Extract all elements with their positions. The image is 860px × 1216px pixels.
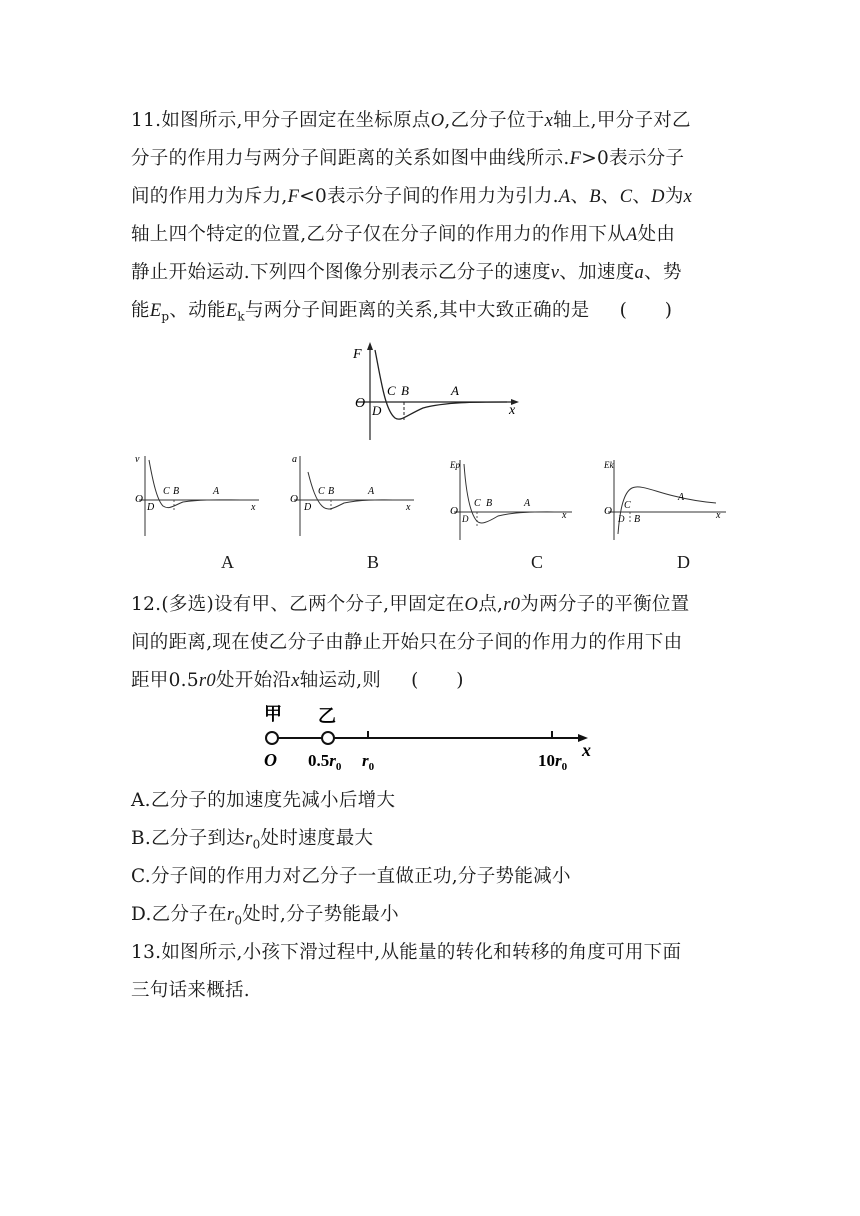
option-c-d: D xyxy=(462,514,469,524)
axis-xlabel: x xyxy=(582,740,591,760)
option-b-graph xyxy=(288,452,418,538)
option-b-ylabel: a xyxy=(292,454,297,465)
option-c-caption[interactable]: C xyxy=(531,552,544,572)
option-a-graph xyxy=(133,452,263,538)
q11-line-5: 静止开始运动.下列四个图像分别表示乙分子的速度v、加速度a、势 xyxy=(131,262,682,283)
q11-line-1: 11.如图所示,甲分子固定在坐标原点O,乙分子位于x轴上,甲分子对乙 xyxy=(131,110,691,131)
option-a-origin: O xyxy=(135,493,143,505)
q12-choice-b[interactable]: B.乙分子到达$r_0$处时速度最大 xyxy=(131,828,374,852)
graph-ylabel: F xyxy=(353,347,362,362)
q12-choice-c[interactable]: C.分子间的作用力对乙分子一直做正功,分子势能减小 xyxy=(131,866,571,887)
q11-line-6: 能$E_p$、动能$E_k$与两分子间距离的关系,其中大致正确的是 ( ) xyxy=(131,300,673,324)
option-c-ylabel: Ep xyxy=(450,460,460,470)
tick-10r0: $10r_0$ xyxy=(538,751,568,773)
option-b-d: D xyxy=(304,502,312,513)
label-yi: 乙 xyxy=(318,706,336,726)
q13-line-1: 13.如图所示,小孩下滑过程中,从能量的转化和转移的角度可用下面 xyxy=(131,942,682,963)
option-c-origin: O xyxy=(450,505,458,517)
distance-axis-figure xyxy=(258,700,598,778)
option-c-c: C xyxy=(474,498,481,509)
q11-line-2: 分子的作用力与两分子间距离的关系如图中曲线所示.F>0表示分子 xyxy=(131,148,685,169)
option-b-b: B xyxy=(328,486,335,497)
q12-choice-a[interactable]: A.乙分子的加速度先减小后增大 xyxy=(131,790,396,811)
q11-line-3: 间的作用力为斥力,F<0表示分子间的作用力为引力.A、B、C、D为x xyxy=(131,186,693,207)
option-b-x: x xyxy=(406,502,411,513)
option-a-x: x xyxy=(251,502,256,513)
option-a-caption[interactable]: A xyxy=(221,552,234,572)
point-b: B xyxy=(401,383,409,398)
option-d-c: C xyxy=(624,500,631,511)
point-c: C xyxy=(387,383,396,398)
option-b-a: A xyxy=(368,486,375,497)
label-jia: 甲 xyxy=(264,704,282,724)
option-a-b: B xyxy=(173,486,180,497)
q13-line-2: 三句话来概括. xyxy=(131,980,250,1001)
option-c-a: A xyxy=(524,498,531,509)
graph-xlabel: x xyxy=(509,403,516,418)
tick-0.5r0: $0.5r_0$ xyxy=(308,751,342,773)
q12-choice-d[interactable]: D.乙分子在$r_0$处时,分子势能最小 xyxy=(131,904,399,928)
option-d-a: A xyxy=(678,492,685,503)
option-a-a: A xyxy=(213,486,220,497)
axis-origin: O xyxy=(264,750,277,770)
force-distance-graph xyxy=(345,340,525,448)
option-c-graph xyxy=(446,456,576,542)
q12-line-2: 间的距离,现在使乙分子由静止开始只在分子间的作用力的作用下由 xyxy=(131,632,683,653)
option-c-x: x xyxy=(562,510,567,521)
option-c-b: B xyxy=(486,498,493,509)
q12-line-1: 12.(多选)设有甲、乙两个分子,甲固定在O点,r0为两分子的平衡位置 xyxy=(131,594,690,615)
point-d: D xyxy=(372,403,382,418)
option-d-d: D xyxy=(618,514,625,524)
option-d-caption[interactable]: D xyxy=(677,552,690,572)
graph-origin: O xyxy=(355,396,366,411)
option-d-x: x xyxy=(716,510,721,521)
option-d-b: B xyxy=(634,514,641,525)
option-b-c: C xyxy=(318,486,325,497)
option-d-graph xyxy=(600,456,730,542)
q12-line-3: 距甲0.5r0处开始沿x轴运动,则 ( ) xyxy=(131,670,464,691)
option-a-ylabel: v xyxy=(135,454,140,465)
option-d-origin: O xyxy=(604,505,612,517)
point-a: A xyxy=(451,383,459,398)
option-b-caption[interactable]: B xyxy=(367,552,380,572)
option-a-c: C xyxy=(163,486,170,497)
option-d-ylabel: Ek xyxy=(604,460,614,470)
option-b-origin: O xyxy=(290,493,298,505)
option-a-d: D xyxy=(147,502,155,513)
q11-line-4: 轴上四个特定的位置,乙分子仅在分子间的作用力的作用下从A处由 xyxy=(131,224,676,245)
tick-r0: $r_0$ xyxy=(362,751,375,773)
